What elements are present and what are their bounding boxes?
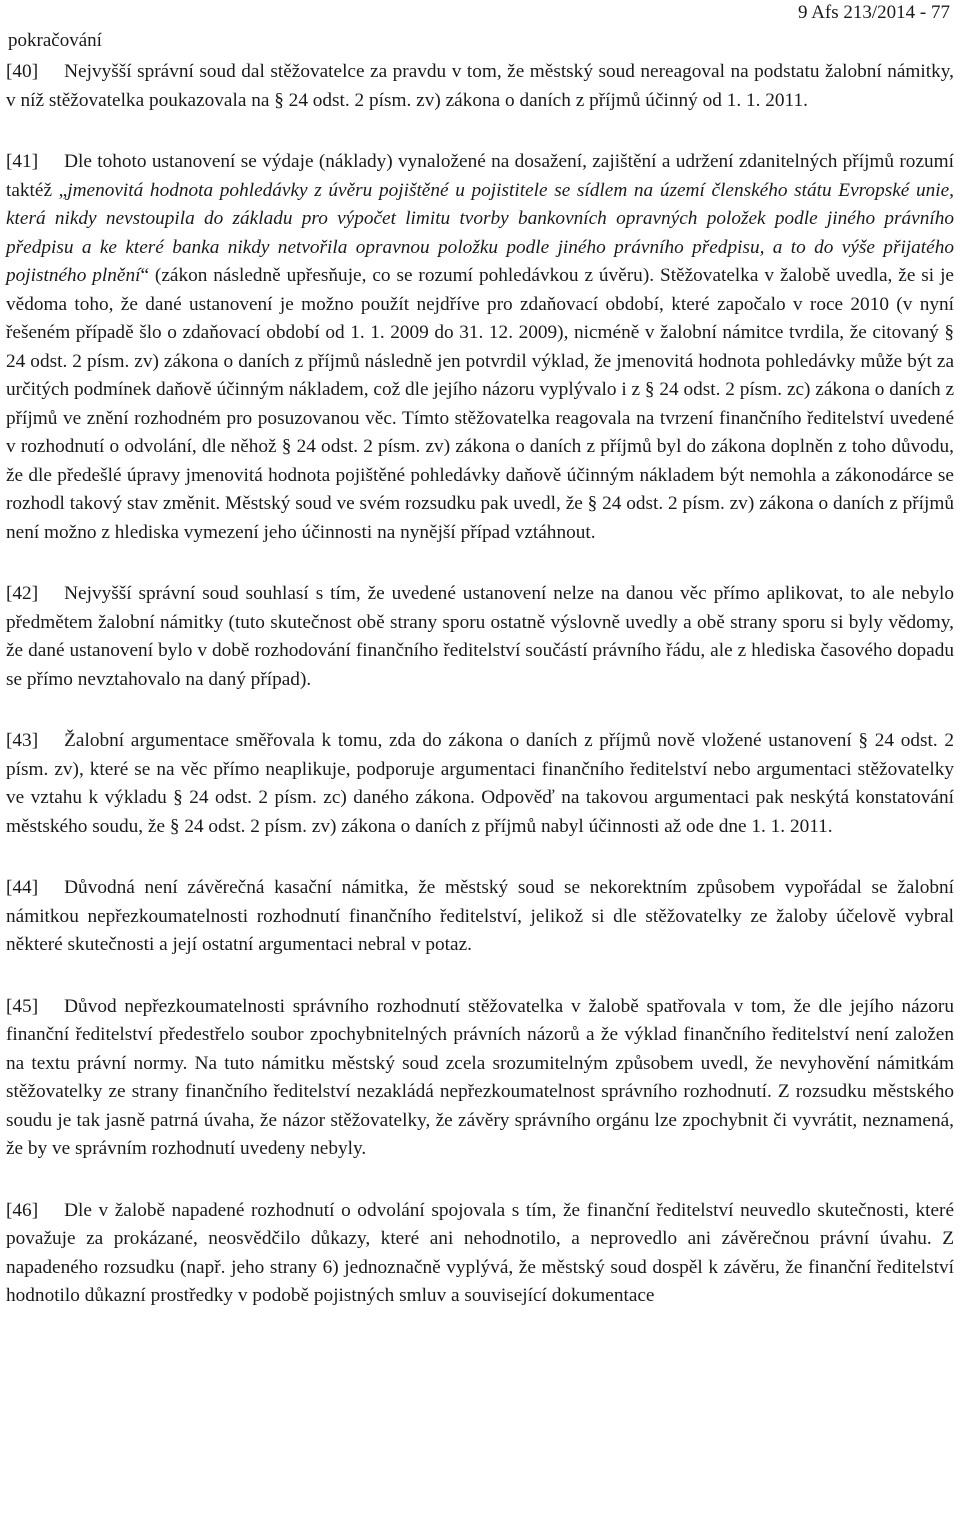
quoted-statute-text: jmenovitá hodnota pohledávky z úvěru pojištěné u pojistitele se sídlem na území členského státu Evropské unie, která nikdy nevstoupila do základu pro výpočet limitu tvorby bankovních opravných položek podle jiného právního předpisu a ke které banka nikdy netvořila opravnou položku podle jiného právního předpisu, a to do výše přijatého pojistného plnění xyxy=(6,179,954,286)
paragraph-44 xyxy=(4,874,956,960)
paragraph-text: Nejvyšší správní soud dal stěžovatelce za pravdu v tom, že městský soud nereagoval na podstatu žalobní námitky, v níž stěžovatelka poukazovala na § 24 odst. 2 písm. zv) zákona o daních z příjmů účinný od 1. 1. 2011. xyxy=(6,61,954,111)
paragraph-number: [44] xyxy=(6,877,39,898)
paragraph-text: Dle v žalobě napadené rozhodnutí o odvolání spojovala s tím, že finanční ředitelství neuvedlo skutečnosti, které považuje za prokázané, neosvědčilo důkazy, které ani nehodnotilo, a neprovedlo ani závěrečnou právní úvahu. Z napadeného rozsudku (např. jeho strany 6) jednoznačně vyplývá, že městský soud dospěl k závěru, že finanční ředitelství hodnotilo důkazní prostředky v podobě pojistných smluv a související dokumentace xyxy=(6,1199,954,1306)
paragraph-number: [43] xyxy=(6,730,39,751)
paragraph-41 xyxy=(4,148,956,547)
paragraph-text-after-quote: “ (zákon následně upřesňuje, co se rozumí pohledávkou z úvěru). Stěžovatelka v žalobě uvedla, že si je vědoma toho, že dané ustanovení je možno použít nejdříve pro zdaňovací období, které započalo v roce 2010 (v nyní řešeném případě šlo o zdaňovací období od 1. 1. 2009 do 31. 12. 2009), nicméně v žalobní námitce tvrdila, že citovaný § 24 odst. 2 písm. zv) zákona o daních z příjmů následně jen potvrdil výklad, že jmenovitá hodnota pohledávky může být za určitých podmínek daňově účinným nákladem, což dle jejího názoru vyplývalo i z § 24 odst. 2 písm. zc) zákona o daních z příjmů ve znění rozhodném pro posuzovanou věc. Tímto stěžovatelka reagovala na tvrzení finančního ředitelství uvedené v rozhodnutí o odvolání, dle něhož § 24 odst. 2 písm. zv) zákona o daních z příjmů byl do zákona doplněn z toho důvodu, že dle předešlé úpravy jmenovitá hodnota pojištěné pohledávky daňově účinným nákladem být nemohla a zákonodárce se rozhodl takový stav změnit. Městský soud ve svém rozsudku pak uvedl, že § 24 odst. 2 písm. zv) zákona o daních z příjmů není možno z hlediska vymezení jeho účinnosti na nynější případ vztáhnout. xyxy=(6,265,954,543)
paragraph-number: [42] xyxy=(6,583,39,604)
paragraph-46 xyxy=(4,1197,956,1311)
paragraph-text: Žalobní argumentace směřovala k tomu, zda do zákona o daních z příjmů nově vložené ustanovení § 24 odst. 2 písm. zv), které se na věc přímo neaplikuje, podporuje argumentaci finančního ředitelství nebo argumentaci stěžovatelky ve vztahu k výkladu § 24 odst. 2 písm. zc) daného zákona. Odpověď na takovou argumentaci pak neskýtá konstatování městského soudu, že § 24 odst. 2 písm. zv) zákona o daních z příjmů nabyl účinnosti až ode dne 1. 1. 2011. xyxy=(6,730,954,837)
paragraph-40 xyxy=(4,58,956,115)
paragraph-43 xyxy=(4,727,956,841)
paragraph-text-before-quote: Dle tohoto ustanovení se výdaje (náklady) vynaložené na dosažení, zajištění a udržení zdanitelných příjmů rozumí taktéž „ xyxy=(6,151,954,201)
case-number: 9 Afs 213/2014 - 77 xyxy=(798,2,950,23)
paragraph-text: Nejvyšší správní soud souhlasí s tím, že uvedené ustanovení nelze na danou věc přímo aplikovat, to ale nebylo předmětem žalobní námitky (tuto skutečnost obě strany sporu ostatně výslovně uvedly a obě strany sporu si byly vědomy, že dané ustanovení bylo v době rozhodování finančního ředitelství součástí právního řádu, ale z hlediska časového dopadu se přímo nevztahovalo na daný případ). xyxy=(6,583,954,690)
paragraph-number: [40] xyxy=(6,61,39,82)
paragraph-45 xyxy=(4,993,956,1164)
page-header xyxy=(4,0,956,60)
paragraph-number: [46] xyxy=(6,1199,39,1221)
paragraph-text: Důvodná není závěrečná kasační námitka, že městský soud se nekorektním způsobem vypořádal se žalobní námitkou nepřezkoumatelnosti rozhodnutí finančního ředitelství, jelikož si dle stěžovatelky ze žaloby účelově vybral některé skutečnosti a její ostatní argumentaci nebral v potaz. xyxy=(6,877,954,955)
continuation-label: pokračování xyxy=(8,30,102,51)
paragraph-text: Důvod nepřezkoumatelnosti správního rozhodnutí stěžovatelka v žalobě spatřovala v tom, že dle jejího názoru finanční ředitelství předestřelo soubor zpochybnitelných právních názorů a že výklad finančního ředitelství není založen na textu právní normy. Na tuto námitku městský soud zcela srozumitelným způsobem uvedl, že nevyhovění námitkám stěžovatelky ze strany finančního ředitelství nezakládá nepřezkoumatelnost správního rozhodnutí. Z rozsudku městského soudu je tak jasně patrná úvaha, že názor stěžovatelky, že závěry správního orgánu lze zpochybnit či vyvrátit, neznamená, že by ve správním rozhodnutí uvedeny nebyly. xyxy=(6,995,954,1159)
paragraph-number: [45] xyxy=(6,995,39,1017)
paragraph-42 xyxy=(4,580,956,694)
paragraph-number: [41] xyxy=(6,151,39,172)
